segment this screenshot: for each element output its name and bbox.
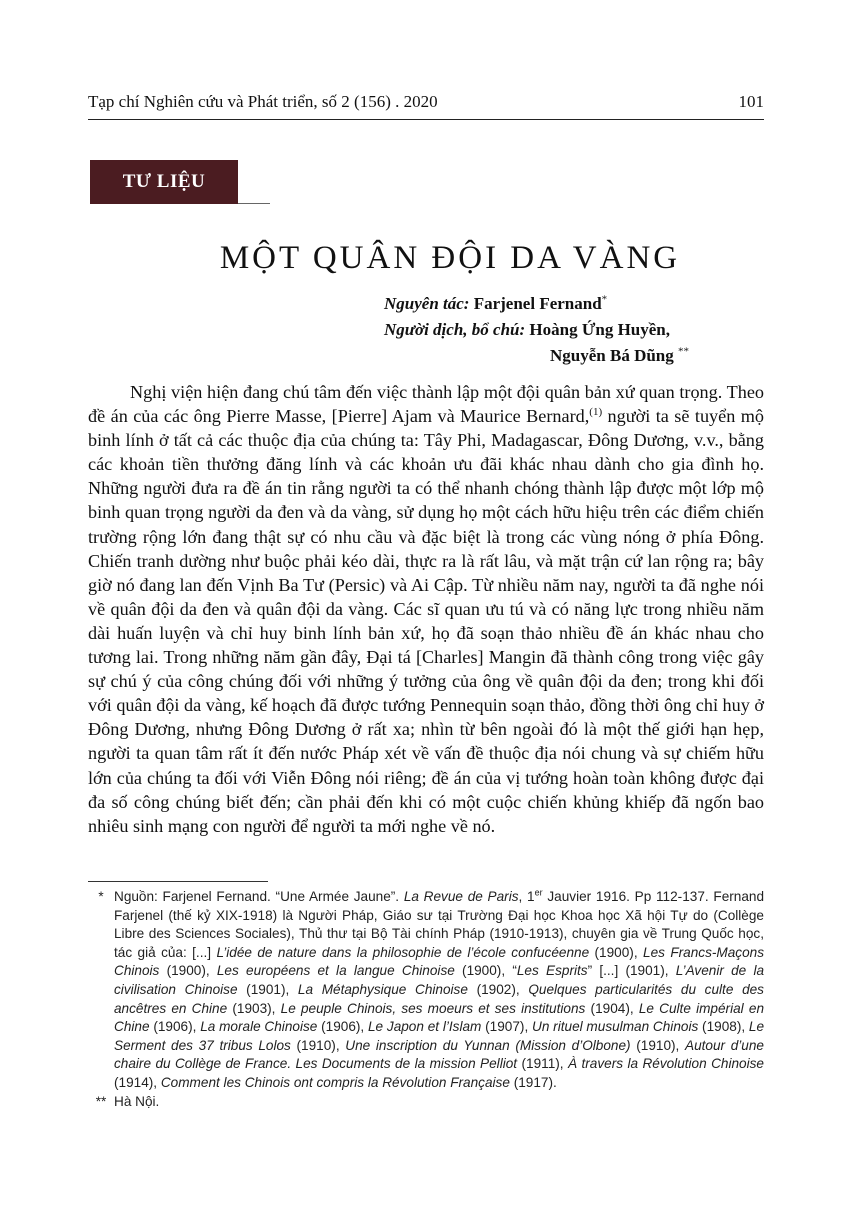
running-header xyxy=(88,92,764,112)
footnotes xyxy=(88,888,764,1111)
article-title: MỘT QUÂN ĐỘI DA VÀNG xyxy=(219,240,681,276)
badge-underline xyxy=(238,203,270,204)
author-line xyxy=(384,291,764,317)
footnote-ref-1: (1) xyxy=(589,406,603,419)
footnote-2-text: Hà Nội. xyxy=(114,1093,160,1109)
section-badge-label: TƯ LIỆU xyxy=(122,171,206,192)
author-footnote-mark: * xyxy=(601,293,608,306)
journal-title: Tạp chí Nghiên cứu và Phát triển, số 2 (156) . 2020 xyxy=(88,92,438,111)
footnote-1 xyxy=(88,888,764,1093)
credits-block xyxy=(384,291,764,369)
footnote-2-mark: ** xyxy=(95,1093,107,1109)
translator-name-1: Hoàng Ứng Huyền, xyxy=(529,320,670,339)
author-role: Nguyên tác: xyxy=(384,294,470,313)
body-part-1: Nghị viện hiện đang chú tâm đến việc thành lập một đội quân bản xứ quan trọng. Theo đề án của các ông Pierre Masse, [Pierre] Ajam và Maurice Bernard, xyxy=(88,382,764,427)
body-paragraph xyxy=(88,380,764,838)
footnote-rule xyxy=(88,881,268,882)
section-badge xyxy=(90,160,238,204)
author-name: Farjenel Fernand xyxy=(473,294,602,313)
footnote-2 xyxy=(88,1093,764,1112)
translator-line-2 xyxy=(384,343,764,369)
header-rule xyxy=(88,119,764,120)
translator-footnote-mark: ** xyxy=(678,345,690,358)
translator-line xyxy=(384,317,764,343)
translator-name-2: Nguyễn Bá Dũng xyxy=(550,346,674,365)
body-part-2: người ta sẽ tuyển mộ binh lính ở tất cả các thuộc địa của chúng ta: Tây Phi, Madagascar, Đông Dương, v.v., bằng các khoản tiền thưởng đăng lính và các khoản ưu đãi khác nhau dành cho gia đình họ. Những người đưa ra đề án tin rằng người ta có thể nhanh chóng thành lập được một lớp mộ binh quan trọng người da đen và da vàng, sử dụng họ một cách hữu hiệu trên các điểm chiến trường rộng lớn đang thật sự có nhu cầu và đặc biệt là trong các vùng nóng ở phía Đông. Chiến tranh dường như buộc phải kéo dài, thực ra là rất lâu, và mặt trận cứ lan rộng ra; bây giờ nó đang lan đến Vịnh Ba Tư (Persic) và Ai Cập. Từ nhiều năm nay, người ta đã nghe nói về quân đội da đen và quân đội da vàng. Các sĩ quan ưu tú và có năng lực trong nhiều năm dài huấn luyện và chỉ huy binh lính bản xứ, họ đã soạn thảo nhiều đề án khác nhau cho tương lai. Trong những năm gần đây, Đại tá [Charles] Mangin đã thành công trong việc gây sự chú ý của công chúng đối với những ý tưởng của ông về quân đội da đen; trong khi đối với quân đội da vàng, kế hoạch đã được tướng Pennequin soạn thảo, đồng thời ông chỉ huy ở Đông Dương, nhưng Đông Dương ở rất xa; nhìn từ bên ngoài đó là một thế giới hạn hẹp, người ta quan tâm rất ít đến nước Pháp xét về vấn đề thuộc địa nói chung và sự chiếm hữu lớn của chúng ta đối với Viễn Đông nói riêng; đề án của vị tướng hoàn toàn không được đại đa số công chúng biết đến; cần phải đến khi có một cuộc chiến khủng khiếp đã ngốn bao nhiêu sinh mạng con người để người ta mới nghe về nó. xyxy=(88,406,764,836)
page-number: 101 xyxy=(738,92,764,111)
footnote-1-mark: * xyxy=(98,889,104,904)
translator-role: Người dịch, bổ chú: xyxy=(384,320,526,339)
footnote-1-text: Nguồn: Farjenel Fernand. “Une Armée Jaune”. La Revue de Paris, 1er Jauvier 1916. Pp 112-137. Fernand Farjenel (thế kỷ XIX-1918) là Người Pháp, Giáo sư tại Trường Đại học Khoa học Xã hội Tự do (Collège Libre des Sciences Sociales), Thủ thư tại Bộ Tài chính Pháp (1910-1913), chuyên gia về Trung Quốc học, tác giả của: [...] L’idée de nature dans la philosophie de l’école confucéenne (1900), Les Francs-Maçons Chinois (1900), Les européens et la langue Chinoise (1900), “Les Esprits” [...] (1901), L’Avenir de la civilisation Chinoise (1901), La Métaphysique Chinoise (1902), Quelques particularités du culte des ancêtres en Chine (1903), Le peuple Chinois, ses moeurs et ses institutions (1904), Le Culte impérial en Chine (1906), La morale Chinoise (1906), Le Japon et l’Islam (1907), Un rituel musulman Chinois (1908), Le Serment des 37 tribus Lolos (1910), Une inscription du Yunnan (Mission d’Olbone) (1910), Autour d’une chaire du Collège de France. Les Documents de la mission Pelliot (1911), À travers la Révolution Chinoise (1914), Comment les Chinois ont compris la Révolution Française (1917). xyxy=(114,887,765,1090)
